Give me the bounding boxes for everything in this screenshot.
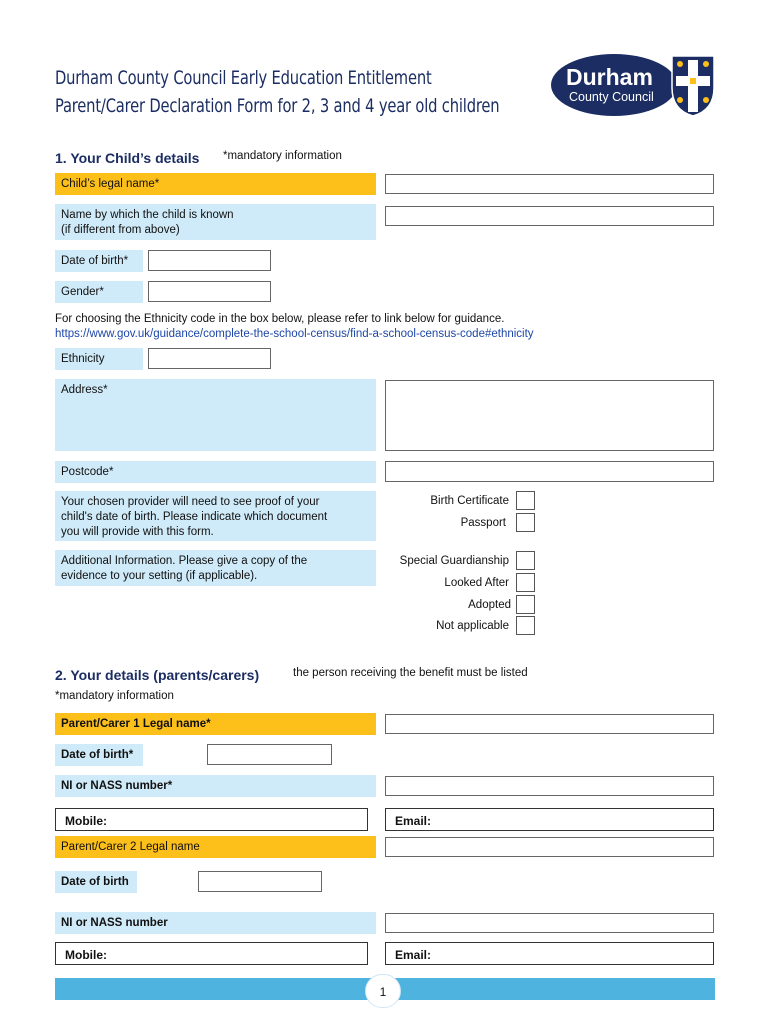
logo-sub-text: County Council [569, 90, 654, 104]
p1-email-field[interactable] [385, 808, 714, 831]
known-name-label-line1: Name by which the child is known [61, 209, 234, 221]
p1-ni-label: NI or NASS number* [55, 775, 376, 797]
child-dob-field[interactable] [148, 250, 271, 271]
p2-dob-field[interactable] [198, 871, 322, 892]
gender-field[interactable] [148, 281, 271, 302]
section1-heading: 1. Your Child’s details [55, 150, 200, 166]
p1-name-field[interactable] [385, 714, 714, 734]
p1-mobile-label: Mobile: [65, 814, 107, 828]
p2-dob-label: Date of birth [55, 871, 137, 893]
additional-text-line2: evidence to your setting (if applicable). [61, 570, 258, 582]
p1-dob-label: Date of birth* [55, 744, 143, 766]
proof-text-line2: child's date of birth. Please indicate which document [61, 511, 328, 523]
looked-after-checkbox[interactable] [516, 573, 535, 592]
form-title-line2: Parent/Carer Declaration Form for 2, 3 and 4 year old children [55, 95, 500, 117]
passport-checkbox[interactable] [516, 513, 535, 532]
p2-email-label: Email: [395, 948, 432, 962]
benefit-note: the person receiving the benefit must be listed [293, 667, 528, 679]
passport-label: Passport [460, 517, 506, 529]
proof-text-line3: you will provide with this form. [61, 526, 214, 538]
p2-name-label: Parent/Carer 2 Legal name [55, 836, 376, 858]
special-guardianship-label: Special Guardianship [399, 555, 509, 567]
p1-name-label: Parent/Carer 1 Legal name* [55, 713, 376, 735]
ethnicity-field[interactable] [148, 348, 271, 369]
gender-label: Gender* [55, 281, 143, 303]
p2-mobile-field[interactable] [55, 942, 368, 965]
proof-text-line1: Your chosen provider will need to see proof of your [61, 496, 320, 508]
ethnicity-guidance-link[interactable]: https://www.gov.uk/guidance/complete-the-school-census/find-a-school-census-code#ethnicity [55, 328, 534, 340]
birth-certificate-checkbox[interactable] [516, 491, 535, 510]
not-applicable-label: Not applicable [436, 620, 509, 632]
looked-after-label: Looked After [444, 577, 509, 589]
ethnicity-guidance-text: For choosing the Ethnicity code in the box below, please refer to link below for guidance. [55, 313, 505, 325]
p1-dob-field[interactable] [207, 744, 332, 765]
adopted-label: Adopted [468, 599, 511, 611]
proof-instructions [55, 491, 376, 541]
known-name-label-line2: (if different from above) [61, 224, 180, 236]
p2-ni-label: NI or NASS number [55, 912, 376, 934]
address-label: Address* [55, 379, 376, 451]
p2-ni-field[interactable] [385, 913, 714, 933]
child-dob-label: Date of birth* [55, 250, 143, 272]
page-number: 1 [365, 974, 401, 1008]
additional-text-line1: Additional Information. Please give a copy of the [61, 555, 308, 567]
p1-email-label: Email: [395, 814, 432, 828]
known-name-field[interactable] [385, 206, 714, 226]
postcode-field[interactable] [385, 461, 714, 482]
p1-ni-field[interactable] [385, 776, 714, 796]
special-guardianship-checkbox[interactable] [516, 551, 535, 570]
p1-mobile-field[interactable] [55, 808, 368, 831]
child-legal-name-label: Child’s legal name* [55, 173, 376, 195]
address-field[interactable] [385, 380, 714, 451]
not-applicable-checkbox[interactable] [516, 616, 535, 635]
p2-mobile-label: Mobile: [65, 948, 107, 962]
postcode-label: Postcode* [55, 461, 376, 483]
ethnicity-label: Ethnicity [55, 348, 143, 370]
durham-logo [550, 50, 718, 118]
p2-email-field[interactable] [385, 942, 714, 965]
section1-mandatory-note: *mandatory information [223, 150, 342, 162]
section2-mandatory-note: *mandatory information [55, 690, 174, 702]
section2-heading: 2. Your details (parents/carers) [55, 667, 260, 683]
child-legal-name-field[interactable] [385, 174, 714, 194]
form-title-line1: Durham County Council Early Education Entitlement [55, 67, 432, 89]
additional-info-text [55, 550, 376, 586]
birth-certificate-label: Birth Certificate [430, 495, 509, 507]
p2-name-field[interactable] [385, 837, 714, 857]
adopted-checkbox[interactable] [516, 595, 535, 614]
known-name-label [55, 204, 376, 240]
logo-main-text: Durham [566, 64, 653, 90]
